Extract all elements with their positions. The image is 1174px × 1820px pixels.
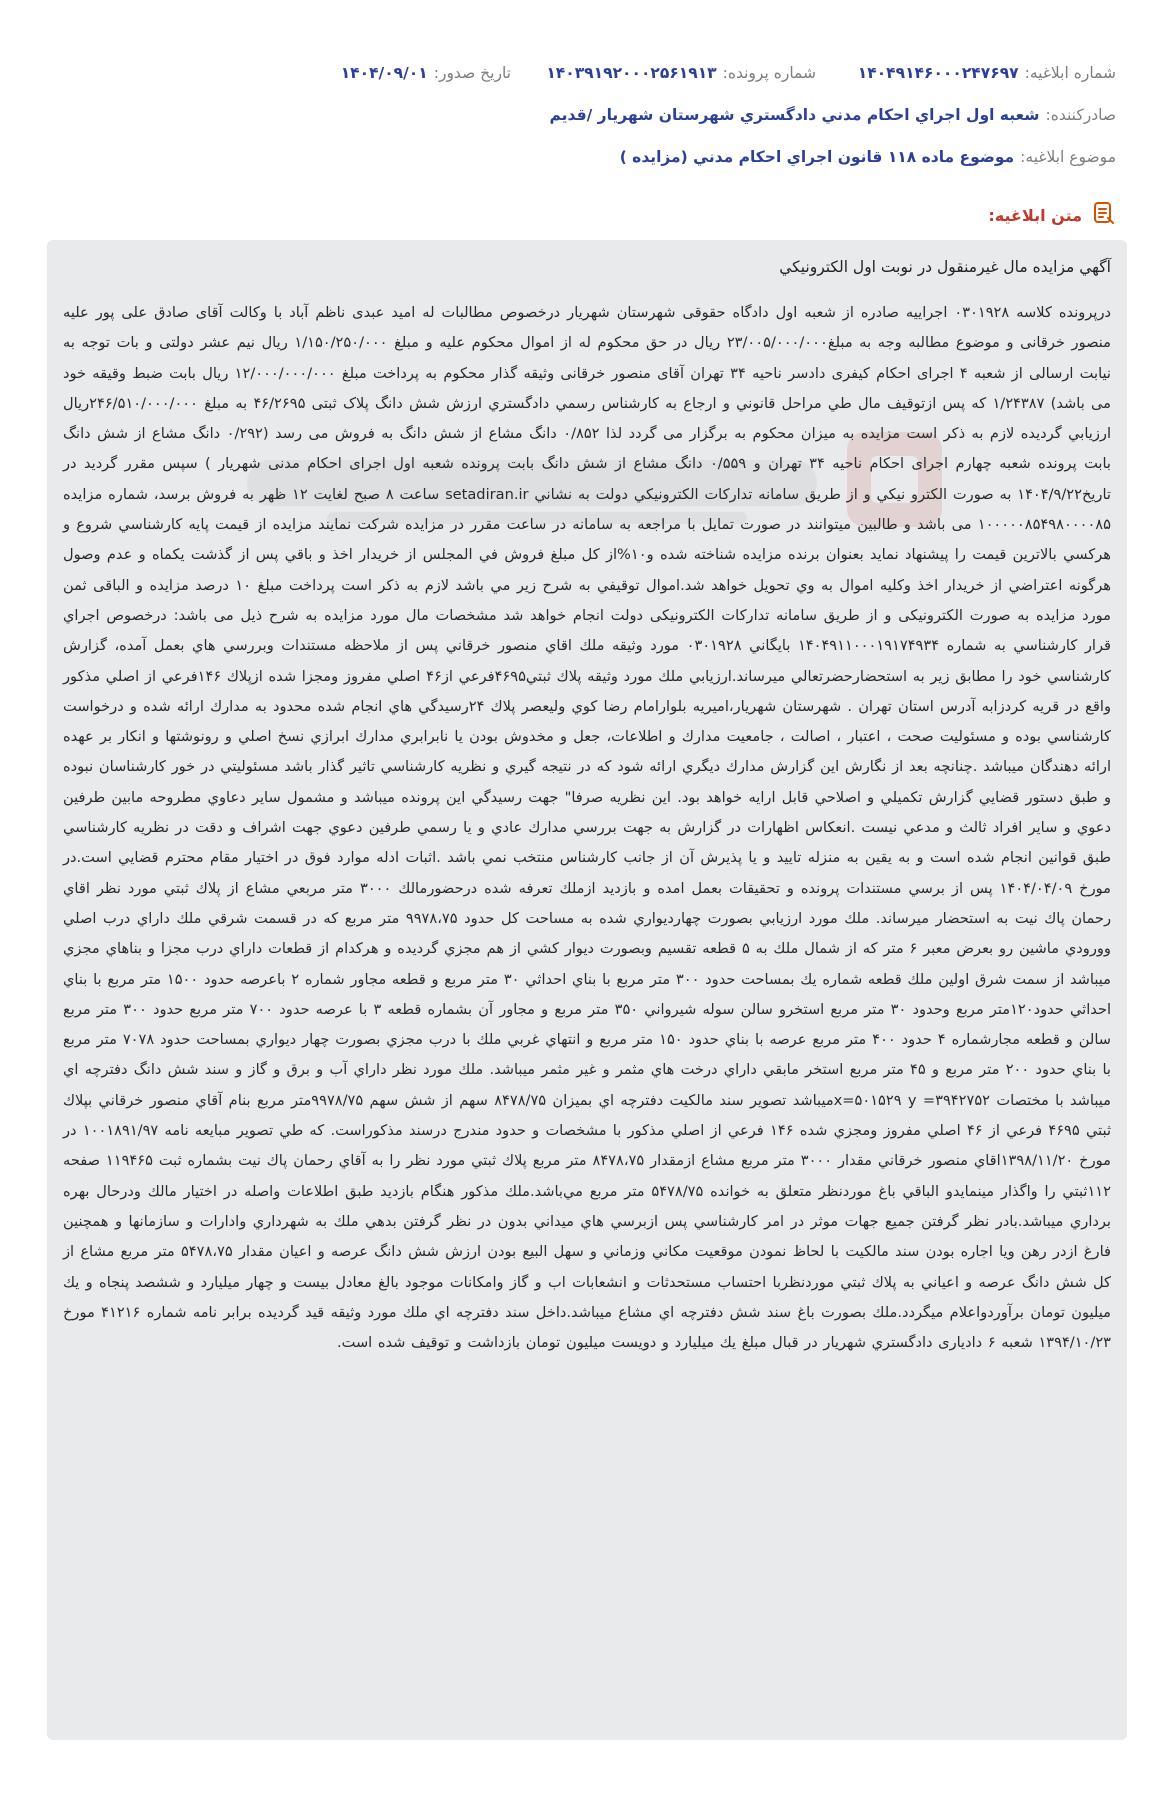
notice-meta [58,52,1116,178]
meta-row-issuer [58,94,1116,136]
subject [620,148,1116,166]
case-number [511,64,816,82]
document-text-icon [1090,200,1116,230]
notice-text-title-label: متن ابلاغيه: [988,205,1082,225]
subject-label: موضوع ابلاغيه: [1020,148,1116,166]
notice-number-label: شماره ابلاغيه: [1024,64,1116,82]
issuer-label: صادرکننده: [1045,106,1116,124]
meta-row-numbers [58,52,1116,94]
content-heading: آگهي مزايده مال غيرمنقول در نوبت اول الكترونيكي [779,258,1111,276]
meta-row-subject [58,136,1116,178]
issue-date-label: تاريخ صدور: [433,64,511,82]
notice-number [816,64,1116,82]
subject-value: موضوع ماده ۱۱۸ قانون اجراي احكام مدني (مزايده ) [619,148,1015,166]
issuer-value: شعبه اول اجراي احكام مدني دادگستري شهرستان شهريار /قديم [549,106,1040,124]
notice-text-title [988,200,1116,230]
content-body: درپرونده کلاسه ۰۳۰۱۹۲۸ اجراييه صادره از شعبه اول دادگاه حقوقی شهرستان شهريار درخصوص مطالبات له اميد عبدی ناظم آباد با وکالت آقای صادق علی پور عليه منصور خرقانی و موضوع مطالبه وجه به مبلغ۲۳/۰۰۵/۰۰۰/۰۰۰ ريال در حق محکوم له از اموال محکوم عليه و مبلغ ۱/۱۵۰/۲۵۰/۰۰۰ ريال نيم عشر دولتی و بات توجه به نيابت ارسالی از شعبه ۴ اجرای احکام کيفری دادسر ناحيه ۳۴ تهران آقای منصور خرقانی وثيقه گذار محکوم به پرداخت مبلغ ۱۲/۰۰۰/۰۰۰/۰۰۰ ريال بابت ضبط وقيقه خود می باشد) ۱/۲۴۳۸۷ که پس ازتوقيف مال طي مراحل قانوني و ارجاع به كارشناس رسمي دادگستري ارزش شش دانگ پلاک ثبتی ۴۶/۲۶۹۵ به مبلغ ۲۴۶/۵۱۰/۰۰۰/۰۰۰ريال ارزيابي گرديده لازم به ذکر است مزايده به ميزان محکوم به برگزار می گردد لذا ۰/۸۵۲ دانگ مشاع از شش دانگ به فروش می رسد (۰/۲۹۲ دانگ مشاع از شش دانگ بابت پرونده شعبه چهارم اجرای احکام ناحيه ۳۴ تهران و ۰/۵۵۹ دانگ مشاع از شش دانگ بابت پرونده شعبه اول اجرای احکام مدنی شهريار ) سپس مقرر گرديد در تاريخ۱۴۰۴/۹/۲۲ به صورت الكترو نيكي و از طريق سامانه تداركات الكترونيكي دولت به نشاني setadiran.ir ساعت ۸ صبح لغايت ۱۲ ظهر به فروش برسد، شماره مزايده ۱۰۰۰۰۰۸۵۴۹۸۰۰۰۰۸۵ می باشد و طالبين ميتوانند در صورت تمايل با مراجعه به سامانه در ساعت مقرر در مزايده شركت نمايند مزايده از قيمت پايه كارشناسي شروع و هركسي بالاترين قيمت را پيشنهاد نمايد بعنوان برنده مزايده شناخته شده و۱۰%از كل مبلغ فروش في المجلس از خريدار اخذ و باقي پس از گذشت يكماه و عدم وصول هرگونه اعتراضي از خريدار اخذ وكليه اموال به وي تحويل خواهد شد.اموال توقيفي به شرح زير مي باشد لازم به ذكر است پرداخت مبلغ ۱۰ درصد مزايده و الباقی ثمن مورد مزايده به صورت الكترونيكی و از طريق سامانه تداركات الكترونيكی دولت انجام خواهد شد مشخصات مال مورد مزايده به شرح ذيل می باشد: درخصوص اجراي قرار كارشناسي به شماره ۱۴۰۴۹۱۱۰۰۰۱۹۱۷۴۹۳۴ بايگاني ۰۳۰۱۹۲۸ مورد وثيقه ملك اقاي منصور خرقاني پس از ملاحظه مستندات وبررسي هاي بعمل آمده، گزارش كارشناسي خود را مطابق زير به استحضارحضرتعالي ميرساند.ارزيابي ملك مورد وثيقه پلاك ثبتي۴۶۹۵فرعي از۴۶ اصلي مفروز ومجزا شده ازپلاك ۱۴۶فرعي از اصلي مذكور واقع در قريه كردزابه آدرس استان تهران . شهرستان شهريار،اميريه بلوارامام رضا كوي وليعصر پلاك ۲۴رسيدگي هاي انجام شده محدود به مدارك ارائه شده و درخواست كارشناسي بوده و مسئوليت صحت ، اعتبار ، اصالت ، جامعيت مدارك و اطلاعات، جعل و مخدوش بودن يا نابرابري مدارك ابرازي نسخ اصلي و رونوشتها و انكار بر عهده ارائه دهندگان ميباشد .چنانچه بعد از نگارش اين گزارش مدارك ديگري ارائه شود كه در نتيجه گيري و نظريه كارشناسي تاثير گذار باشد مسئوليتي در خور كارشناسان نبوده و طبق دستور قضايي گزارش تكميلي و اصلاحي قابل ارايه خواهد بود. اين نظريه صرفا" جهت رسيدگي اين پرونده ميباشد و مشمول ساير دعاوي مطروحه مابين طرفين دعوي و ساير افراد ثالث و مدعي نيست .انعكاس اظهارات در گزارش به جهت بررسي مدارك عادي و يا رسمي طرفين دعوي جهت اشراف و دقت در نظريه كارشناسي طبق قوانين انجام شده است و به يقين به منزله تاييد و يا پذيرش آن از جانب كارشناس منتخب نمي باشد .اثبات ادله موارد فوق در اختيار مقام محترم قضايي است.در مورخ ۱۴۰۴/۰۴/۰۹ پس از برسي مستندات پرونده و تحقيقات بعمل امده و بازديد ازملك تعرفه شده درحضورمالك ۳۰۰۰ متر مربعي مشاع از پلاك ثبتي مورد نظر اقاي رحمان پاك نيت به استحضار ميرساند. ملك مورد ارزيابي بصورت چهارديواري شده به مساحت كل حدود ۹۹۷۸،۷۵ متر مربع كه در قسمت شرقي ملك داراي درب اصلي وورودي ماشين رو بعرض معبر ۶ متر كه از شمال ملك به ۵ قطعه تقسيم وبصورت ديوار كشي از هم مجزي گرديده و هركدام از قطعات داراي درب مجزا و بناهاي مجزي ميباشد از سمت شرق اولين ملك قطعه شماره يك بمساحت حدود ۳۰۰ متر مربع با بناي احداثي ۳۰ متر مربع و قطعه مجاور شماره ۲ باعرصه حدود ۱۵۰۰ متر مربع با بناي احداثي حدود۱۲۰متر مربع وحدود ۳۰ متر مربع استخرو سالن سوله شيرواني ۳۵۰ متر مربع و مجاور آن بشماره قطعه ۳ با عرصه حدود ۷۰۰ متر مربع حدود ۳۰۰ متر مربع سالن و قطعه مجارشماره ۴ حدود ۴۰۰ متر مربع عرصه با بناي حدود ۱۵۰ متر مربع و انتهاي غربي ملك با درب مجزي بصورت چهار ديواري بمساحت حدود ۷۰۷۸ متر مربع با بناي حدود ۲۰۰ متر مربع و ۴۵ متر مربع استخر مابقي داراي درخت هاي مثمر و غير مثمر ميباشد. ملك مورد نظر داراي آب و برق و گاز و سند شش دانگ دفترچه اي ميباشد با مختصات ۳۹۴۲۷۵۲= x=۵۰۱۵۲۹ yميباشد تصوير سند مالكيت دفترچه اي بميزان ۸۴۷۸/۷۵ سهم از شش سهم ۹۹۷۸/۷۵متر مربع بنام آقاي منصور خرقاني بپلاك ثبتي ۴۶۹۵ فرعي از ۴۶ اصلي مفروز ومجزي شده ۱۴۶ فرعي از اصلي مذكور با مشخصات و حدود مندرج درسند مذكوراست. كه طي تصوير مبايعه نامه ۱۰۰۱۸۹۱/۹۷ در مورخ ۱۳۹۸/۱۱/۲۰اقاي منصور خرقاني مقدار ۳۰۰۰ متر مربع مشاع ازمقدار ۸۴۷۸،۷۵ متر مربع پلاك ثبتي مورد نظر را به آقاي رحمان پاك نيت بشماره ثبت ۱۱۹۴۶۵ صفحه ۱۱۲ثبتي را واگذار مينمايدو الباقي باغ موردنظر متعلق به خوانده ۵۴۷۸/۷۵ متر مربع مي‌باشد.ملك مذكور هنگام بازديد طبق اطلاعات واصله در اختيار مالك ودرحال بهره برداري ميباشد.بادر نظر گرفتن جميع جهات موثر در امر كارشناسي پس ازبرسي هاي ميداني بدون در نظر گرفتن بدهي ملك به شهرداري وادارات و سازمانها و همچنين فارغ ازدر رهن ويا اجاره بودن سند مالكيت با لحاظ نمودن موقعيت مكاني وزماني و سهل البيع بودن ارزش شش دانگ عرصه و اعيان مقدار ۵۴۷۸،۷۵ متر مربع مشاع از كل شش دانگ عرصه و اعياني به پلاك ثبتي موردنظربا احتساب مستحدثات و انشعابات اب و گاز وامكانات موجود بالغ معادل بيست و چهار ميليارد و ششصد پنجاه و يك ميليون تومان برآوردواعلام ميگردد.ملك بصورت باغ سند شش دفترچه اي مشاع ميباشد.داخل سند دفترچه اي ملك مورد وثيقه قيد گرديده برابر نامه شماره ۴۱۲۱۶ مورخ ۱۳۹۴/۱۰/۲۳ شعبه ۶ داديارى دادگستري شهريار در قبال مبلغ يك ميليارد و دويست ميليون تومان بازداشت و توقيف شده است. [63,304,1112,1352]
notice-content-box [47,240,1127,1740]
issue-date [301,64,511,82]
issue-date-value: ۱۴۰۴/۰۹/۰۱ [340,64,428,82]
case-number-value: ۱۴۰۳۹۱۹۲۰۰۰۲۵۶۱۹۱۳ [546,64,717,82]
notice-number-value: ۱۴۰۴۹۱۴۶۰۰۰۲۴۷۶۹۷ [857,64,1019,82]
issuer [550,106,1116,124]
case-number-label: شماره پرونده: [722,64,816,82]
